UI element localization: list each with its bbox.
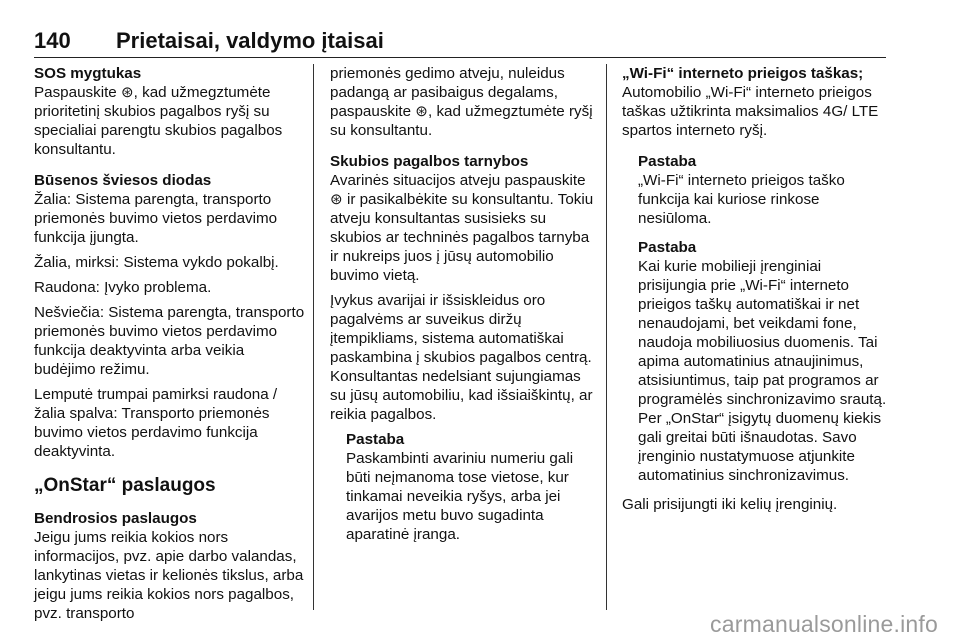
- note-box: [346, 430, 600, 544]
- page-number: 140: [34, 28, 71, 53]
- note-text: Paskambinti avariniu numeriu gali būti neįmanoma tose vietose, kur tinkamai neveikia ryšys, arba jei avarijos metu buvo sugadinta aparatinė įranga.: [346, 450, 574, 543]
- note-box: [638, 152, 892, 228]
- column-divider: [606, 64, 607, 610]
- led-heading: Būsenos šviesos diodas: [34, 172, 212, 189]
- continued-paragraph: priemonės gedimo atveju, nuleidus padangą ar pasibaigus degalams, paspauskite ⊛, kad užmegztumėte ryšį su konsultantu.: [330, 65, 593, 139]
- watermark: carmanualsonline.info: [710, 611, 938, 637]
- emergency-paragraph: Avarinės situacijos atveju paspauskite ⊛ ir pasikalbėkite su konsultantu. Tokiu atveju konsultantas susisieks su skubios ar techninės pagalbos tarnyba ir nukreips juos į jūsų automobilio buvimo vietą.: [330, 172, 594, 284]
- emergency-paragraph: Įvykus avarijai ir išsiskleidus oro pagalvėms ar suveikus diržų įtempikliams, sistema automatiškai paskambina į skubios pagalbos centrą. Konsultantas nedelsiant sujungiamas su jūsų automobiliu, kad išsiaiškintų, ar reikia pagalbos.: [330, 292, 593, 423]
- column-1: [34, 64, 306, 629]
- led-paragraph: Lemputė trumpai pamirksi raudona / žalia spalva: Transporto priemonės buvimo vietos perdavimo funkcija deaktyvinta.: [34, 386, 278, 460]
- emergency-heading: Skubios pagalbos tarnybos: [330, 153, 529, 170]
- wifi-heading: „Wi-Fi“ interneto prieigos taškas;: [622, 65, 864, 82]
- led-paragraph: Žalia: Sistema parengta, transporto priemonės buvimo vietos perdavimo funkcija įjungta.: [34, 191, 278, 246]
- general-services-paragraph: Jeigu jums reikia kokios nors informacijos, pvz. apie darbo valandas, lankytinas vietas ir kelionės tikslus, arba jeigu jums reikia kokios nors pagalbos, pvz. transporto: [34, 529, 304, 622]
- chapter-title: Prietaisai, valdymo įtaisai: [116, 28, 384, 53]
- note-text: Kai kurie mobilieji įrenginiai prisijungia prie „Wi-Fi“ interneto prieigos taškų automatiškai ir net nenaudojami, bet veikdami fone, naudoja mobiliuosius duomenis. Tai apima automatinius atnaujinimus, atsisiuntimus, taip pat programos ar programėlės sinchronizavimo srautą. Per „OnStar“ įsigytų duomenų kiekis gali greitai būti išnaudotas. Savo įrenginio nustatymuose atjunkite automatinius sinchronizavimus.: [638, 258, 887, 484]
- column-2: [330, 64, 600, 554]
- sos-heading: SOS mygtukas: [34, 65, 142, 82]
- note-title: Pastaba: [638, 239, 697, 256]
- led-paragraph: Žalia, mirksi: Sistema vykdo pokalbį.: [34, 254, 279, 271]
- note-text: „Wi-Fi“ interneto prieigos taško funkcija kai kuriose rinkose nesiūloma.: [638, 172, 845, 227]
- led-paragraph: Raudona: Įvyko problema.: [34, 279, 212, 296]
- led-paragraph: Nešviečia: Sistema parengta, transporto priemonės buvimo vietos perdavimo funkcija deaktyvinta arba veikia budėjimo režimu.: [34, 304, 305, 378]
- note-title: Pastaba: [638, 153, 697, 170]
- general-services-heading: Bendrosios paslaugos: [34, 510, 197, 527]
- note-box: [638, 238, 892, 485]
- devices-paragraph: Gali prisijungti iki kelių įrenginių.: [622, 496, 838, 513]
- wifi-paragraph: Automobilio „Wi-Fi“ interneto prieigos taškas užtikrinta maksimalios 4G/ LTE spartos interneto ryšį.: [622, 84, 879, 139]
- column-3: [622, 64, 892, 520]
- onstar-section-heading: „OnStar“ paslaugos: [34, 475, 216, 496]
- sos-paragraph: Paspauskite ⊛, kad užmegztumėte prioritetinį skubios pagalbos ryšį su specialiai parengtu skubios pagalbos konsultantu.: [34, 84, 283, 158]
- column-divider: [313, 64, 314, 610]
- page-header: [34, 30, 886, 58]
- note-title: Pastaba: [346, 431, 405, 448]
